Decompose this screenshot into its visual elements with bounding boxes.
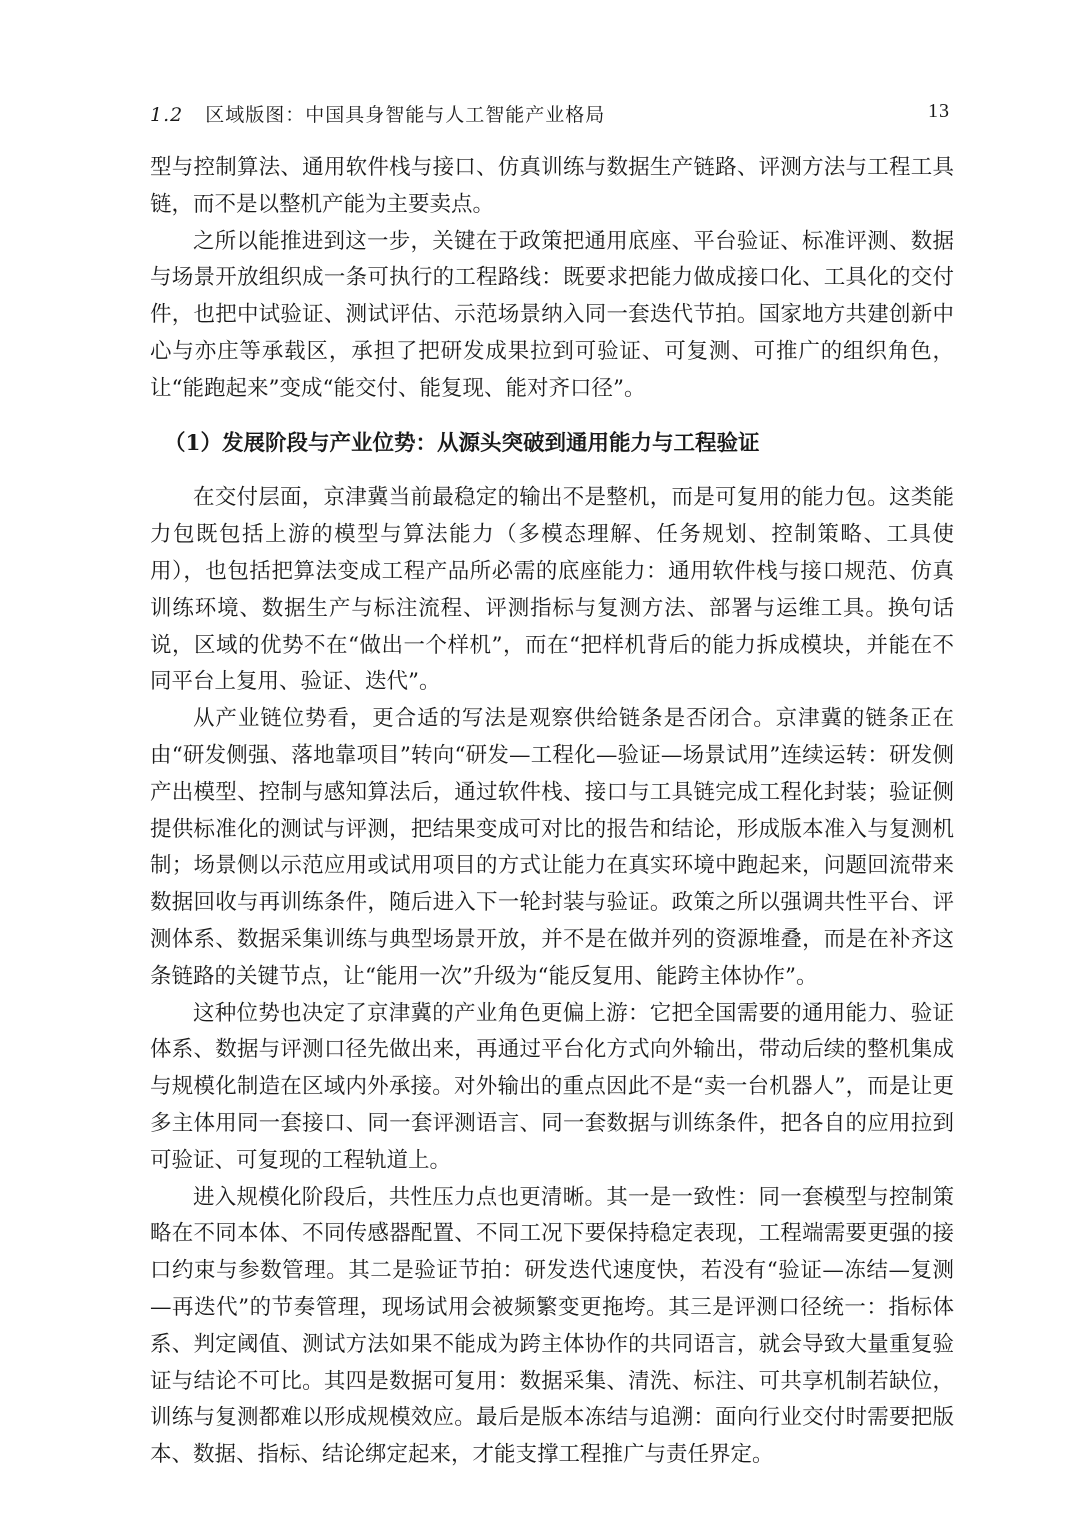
paragraph: 在交付层面，京津冀当前最稳定的输出不是整机，而是可复用的能力包。这类能力包既包括上游的模型与算法能力（多模态理解、任务规划、控制策略、工具使用），也包括把算法变成工程产品所必需的底座能力：通用软件栈与接口规范、仿真训练环境、数据生产与标注流程、评测指标与复测方法、部署与运维工具。换句话说，区域的优势不在“做出一个样机”，而在“把样机背后的能力拆成模块，并能在不同平台上复用、验证、迭代”。 [150,485,954,695]
section-subheading: （1）发展阶段与产业位势：从源头突破到通用能力与工程验证 [164,430,760,456]
running-header [150,100,950,130]
paragraph-continued: 型与控制算法、通用软件栈与接口、仿真训练与数据生产链路、评测方法与工程工具链，而不是以整机产能为主要卖点。 [150,155,954,217]
paragraph: 从产业链位势看，更合适的写法是观察供给链条是否闭合。京津冀的链条正在由“研发侧强、落地靠项目”转向“研发—工程化—验证—场景试用”连续运转：研发侧产出模型、控制与感知算法后，通过软件栈、接口与工具链完成工程化封装；验证侧提供标准化的测试与评测，把结果变成可对比的报告和结论，形成版本准入与复测机制；场景侧以示范应用或试用项目的方式让能力在真实环境中跑起来，问题回流带来数据回收与再训练条件，随后进入下一轮封装与验证。政策之所以强调共性平台、评测体系、数据采集训练与典型场景开放，并不是在做并列的资源堆叠，而是在补齐这条链路的关键节点，让“能用一次”升级为“能反复用、能跨主体协作”。 [150,706,954,989]
page-number: 13 [928,100,950,122]
section-number: 1.2 [150,104,184,126]
paragraph: 这种位势也决定了京津冀的产业角色更偏上游：它把全国需要的通用能力、验证体系、数据与评测口径先做出来，再通过平台化方式向外输出，带动后续的整机集成与规模化制造在区域内外承接。对外输出的重点因此不是“卖一台机器人”，而是让更多主体用同一套接口、同一套评测语言、同一套数据与训练条件，把各自的应用拉到可验证、可复现的工程轨道上。 [150,1000,954,1173]
page-body [150,150,954,1474]
section-title: 区域版图：中国具身智能与人工智能产业格局 [205,104,606,126]
paragraph: 之所以能推进到这一步，关键在于政策把通用底座、平台验证、标准评测、数据与场景开放组织成一条可执行的工程路线：既要求把能力做成接口化、工具化的交付件，也把中试验证、测试评估、示范场景纳入同一套迭代节拍。国家地方共建创新中心与亦庄等承载区，承担了把研发成果拉到可验证、可复测、可推广的组织角色，让“能跑起来”变成“能交付、能复现、能对齐口径”。 [150,228,954,401]
paragraph: 进入规模化阶段后，共性压力点也更清晰。其一是一致性：同一套模型与控制策略在不同本体、不同传感器配置、不同工况下要保持稳定表现，工程端需要更强的接口约束与参数管理。其二是验证节拍：研发迭代速度快，若没有“验证—冻结—复测—再迭代”的节奏管理，现场试用会被频繁变更拖垮。其三是评测口径统一：指标体系、判定阈值、测试方法如果不能成为跨主体协作的共同语言，就会导致大量重复验证与结论不可比。其四是数据可复用：数据采集、清洗、标注、可共享机制若缺位，训练与复测都难以形成规模效应。最后是版本冻结与追溯：面向行业交付时需要把版本、数据、指标、结论绑定起来，才能支撑工程推广与责任界定。 [150,1184,954,1468]
